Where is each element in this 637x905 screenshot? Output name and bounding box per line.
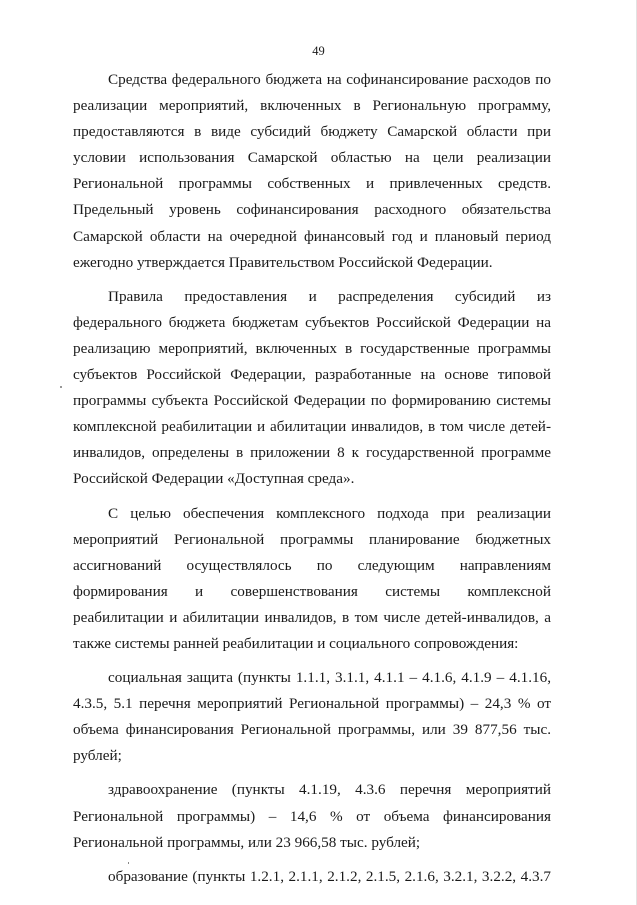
list-item-healthcare: здравоохранение (пункты 4.1.19, 4.3.6 перечня мероприятий Региональной программы) – 14,6 % от объема финансирования Региональной программы, или 23 966,58 тыс. рублей; (73, 781, 551, 851)
paragraph-budget-directions: С целью обеспечения комплексного подхода при реализации мероприятий Региональной программы планирование бюджетных ассигнований осуществлялось по следующим направлениям формирования и совершенствования системы комплексной реабилитации и абилитации инвалидов, в том числе детей-инвалидов, а также системы ранней реабилитации и социального сопровождения: (73, 504, 551, 652)
scan-speck (128, 862, 129, 864)
paragraph-cofinancing: Средства федерального бюджета на софинансирование расходов по реализации мероприятий, включенных в Региональную программу, предоставляются в виде субсидий бюджету Самарской области при условии использования Самарской областью на цели реализации Региональной программы собственных и привлеченных средств. Предельный уровень софинансирования расходного обязательства Самарской области на очередной финансовый год и плановый период ежегодно утверждается Правительством Российской Федерации. (73, 71, 551, 271)
paragraph-subsidy-rules: Правила предоставления и распределения субсидий из федерального бюджета бюджетам субъектов Российской Федерации на реализацию мероприятий, включенных в государственные программы субъектов Российской Федерации, разработанные на основе типовой программы субъекта Российской Федерации по формированию системы комплексной реабилитации и абилитации инвалидов, в том числе детей-инвалидов, определены в приложении 8 к государственной программе Российской Федерации «Доступная среда». (73, 287, 551, 488)
page-number: 49 (312, 44, 325, 58)
list-item-social-protection: социальная защита (пункты 1.1.1, 3.1.1, 4.1.1 – 4.1.6, 4.1.9 – 4.1.16, 4.3.5, 5.1 перечня мероприятий Региональной программы) – 24,3 % от объема финансирования Региональной программы, или 39 877,56 тыс. рублей; (73, 669, 551, 765)
list-item-education: образование (пункты 1.2.1, 2.1.1, 2.1.2, 2.1.5, 2.1.6, 3.2.1, 3.2.2, 4.3.7 (108, 867, 551, 885)
document-body (73, 67, 551, 890)
scan-speck (60, 386, 62, 388)
